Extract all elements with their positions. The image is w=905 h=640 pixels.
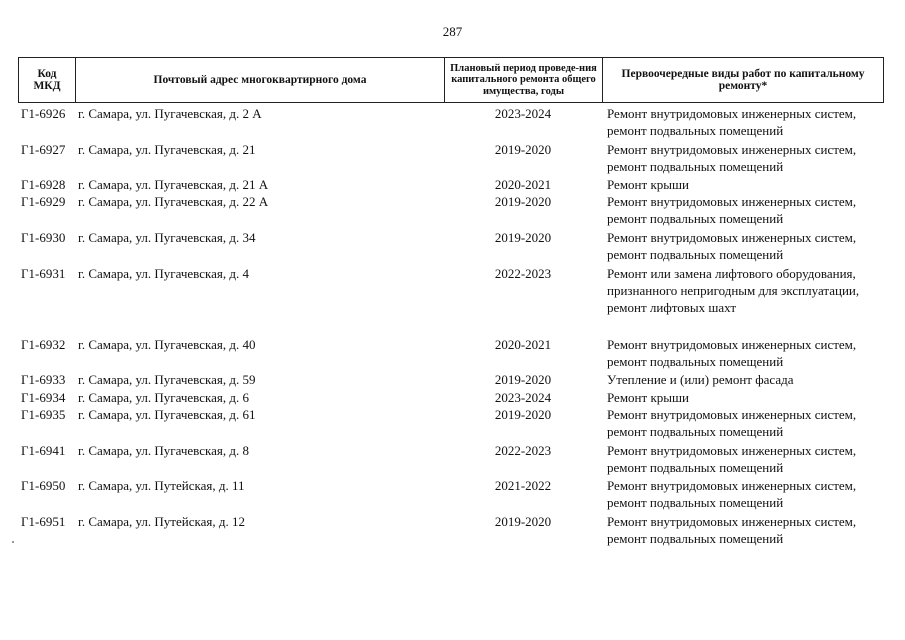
cell-works xyxy=(607,442,887,476)
cell-address: г. Самара, ул. Пугачевская, д. 4 xyxy=(78,266,249,281)
cell-period: 2019-2020 xyxy=(494,407,552,422)
cell-works xyxy=(607,265,887,316)
work-line: ремонт подвальных помещений xyxy=(607,211,784,226)
cell-works xyxy=(607,406,887,440)
cell-period: 2021-2022 xyxy=(494,478,552,493)
cell-period: 2019-2020 xyxy=(494,142,552,157)
cell-code: Г1-6950 xyxy=(21,478,66,493)
cell-code: Г1-6941 xyxy=(21,443,66,458)
work-line: Ремонт внутридомовых инженерных систем, xyxy=(607,407,857,422)
work-line: признанного непригодным для эксплуатации, xyxy=(607,283,860,298)
cell-works xyxy=(607,371,887,388)
cell-address: г. Самара, ул. Пугачевская, д. 21 xyxy=(78,142,256,157)
work-line: ремонт лифтовых шахт xyxy=(607,300,737,315)
cell-works xyxy=(607,477,887,511)
page-number: 287 xyxy=(442,24,463,39)
work-line: ремонт подвальных помещений xyxy=(607,460,784,475)
cell-works xyxy=(607,229,887,263)
cell-code: Г1-6951 xyxy=(21,514,66,529)
cell-code: Г1-6927 xyxy=(21,142,66,157)
cell-works xyxy=(607,336,887,370)
cell-works xyxy=(607,389,887,406)
cell-works xyxy=(607,193,887,227)
cell-period: 2019-2020 xyxy=(494,514,552,529)
cell-works xyxy=(607,105,887,139)
cell-code: Г1-6926 xyxy=(21,106,66,121)
cell-address: г. Самара, ул. Пугачевская, д. 34 xyxy=(78,230,256,245)
cell-works xyxy=(607,513,887,547)
work-line: ремонт подвальных помещений xyxy=(607,531,784,546)
work-line: Ремонт внутридомовых инженерных систем, xyxy=(607,142,857,157)
cell-address: г. Самара, ул. Пугачевская, д. 8 xyxy=(78,443,249,458)
cell-address: г. Самара, ул. Пугачевская, д. 59 xyxy=(78,372,256,387)
cell-code: Г1-6934 xyxy=(21,390,66,405)
work-line: ремонт подвальных помещений xyxy=(607,424,784,439)
header-period: Плановый период проведе-ния капитального ремонта общего имущества, годы xyxy=(445,58,603,102)
cell-code: Г1-6932 xyxy=(21,337,66,352)
cell-address: г. Самара, ул. Пугачевская, д. 61 xyxy=(78,407,256,422)
scan-speck xyxy=(12,541,14,543)
cell-code: Г1-6930 xyxy=(21,230,66,245)
work-line: ремонт подвальных помещений xyxy=(607,354,784,369)
cell-works xyxy=(607,141,887,175)
cell-code: Г1-6933 xyxy=(21,372,66,387)
work-line: Ремонт внутридомовых инженерных систем, xyxy=(607,478,857,493)
work-line: Ремонт внутридомовых инженерных систем, xyxy=(607,106,857,121)
work-line: Ремонт внутридомовых инженерных систем, xyxy=(607,194,857,209)
work-line: Ремонт внутридомовых инженерных систем, xyxy=(607,230,857,245)
cell-works xyxy=(607,176,887,193)
cell-period: 2019-2020 xyxy=(494,194,552,209)
cell-address: г. Самара, ул. Пугачевская, д. 40 xyxy=(78,337,256,352)
cell-period: 2022-2023 xyxy=(494,266,552,281)
table-header xyxy=(18,57,884,103)
header-code: Код МКД xyxy=(19,58,76,102)
work-line: ремонт подвальных помещений xyxy=(607,495,784,510)
cell-period: 2023-2024 xyxy=(494,106,552,121)
cell-period: 2022-2023 xyxy=(494,443,552,458)
cell-code: Г1-6935 xyxy=(21,407,66,422)
work-line: Ремонт внутридомовых инженерных систем, xyxy=(607,514,857,529)
cell-period: 2020-2021 xyxy=(494,177,552,192)
work-line: Ремонт внутридомовых инженерных систем, xyxy=(607,443,857,458)
work-line: Ремонт крыши xyxy=(607,390,689,405)
cell-code: Г1-6928 xyxy=(21,177,66,192)
cell-address: г. Самара, ул. Путейская, д. 12 xyxy=(78,514,245,529)
cell-address: г. Самара, ул. Пугачевская, д. 22 А xyxy=(78,194,269,209)
cell-address: г. Самара, ул. Путейская, д. 11 xyxy=(78,478,245,493)
cell-period: 2019-2020 xyxy=(494,372,552,387)
cell-period: 2019-2020 xyxy=(494,230,552,245)
header-works: Первоочередные виды работ по капитальному ремонту* xyxy=(621,68,865,92)
cell-address: г. Самара, ул. Пугачевская, д. 21 А xyxy=(78,177,269,192)
work-line: ремонт подвальных помещений xyxy=(607,159,784,174)
cell-code: Г1-6929 xyxy=(21,194,66,209)
work-line: ремонт подвальных помещений xyxy=(607,247,784,262)
work-line: ремонт подвальных помещений xyxy=(607,123,784,138)
cell-code: Г1-6931 xyxy=(21,266,66,281)
work-line: Утепление и (или) ремонт фасада xyxy=(607,372,794,387)
work-line: Ремонт или замена лифтового оборудования, xyxy=(607,266,856,281)
work-line: Ремонт крыши xyxy=(607,177,689,192)
header-address: Почтовый адрес многоквартирного дома xyxy=(76,58,445,102)
cell-address: г. Самара, ул. Пугачевская, д. 2 А xyxy=(78,106,262,121)
cell-period: 2020-2021 xyxy=(494,337,552,352)
work-line: Ремонт внутридомовых инженерных систем, xyxy=(607,337,857,352)
cell-period: 2023-2024 xyxy=(494,390,552,405)
cell-address: г. Самара, ул. Пугачевская, д. 6 xyxy=(78,390,249,405)
